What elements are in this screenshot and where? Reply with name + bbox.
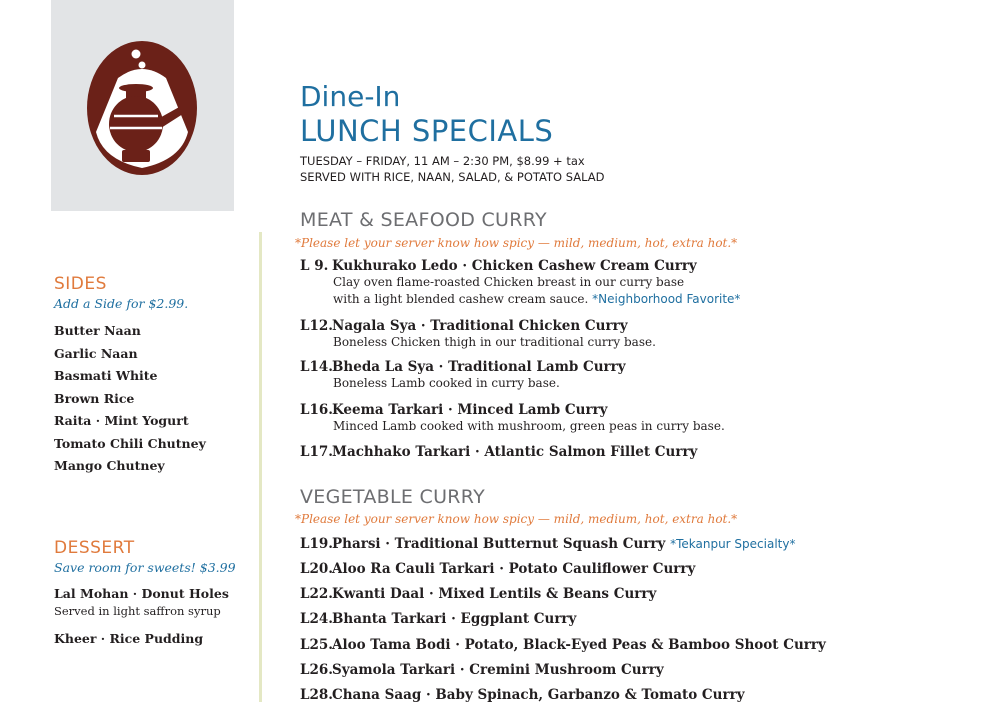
item-name: Machhako Tarkari · Atlantic Salmon Fillet Curry (332, 444, 698, 460)
item-note: *Tekanpur Specialty* (670, 537, 796, 551)
item-name: Kukhurako Ledo · Chicken Cashew Cream Curry (332, 258, 697, 274)
item-name: Aloo Ra Cauli Tarkari · Potato Cauliflower Curry (332, 561, 696, 577)
menu-item (300, 258, 740, 308)
item-code: L16. (300, 402, 333, 418)
item-name: Pharsi · Traditional Butternut Squash Curry (332, 536, 666, 552)
item-description: with a light blended cashew cream sauce. (333, 292, 589, 306)
dessert-section (54, 538, 254, 649)
item-name: Bheda La Sya · Traditional Lamb Curry (332, 359, 626, 375)
spicy-note: *Please let your server know how spicy — mild, medium, hot, extra hot.* (295, 236, 738, 250)
dessert-item: Kheer · Rice Pudding (54, 631, 204, 646)
item-description: Boneless Chicken thigh in our traditional curry base. (333, 335, 656, 349)
dessert-heading: DESSERT (54, 538, 135, 558)
item-name: Aloo Tama Bodi · Potato, Black-Eyed Peas & Bamboo Shoot Curry (332, 637, 826, 653)
item-code: L24. (300, 611, 333, 627)
page-title: Dine-In (300, 80, 401, 113)
item-code: L19. (300, 536, 333, 552)
menu-header (300, 80, 605, 185)
item-code: L 9. (300, 258, 329, 274)
menu-item (300, 359, 626, 392)
side-item: Butter Naan (54, 323, 141, 338)
menu-item (300, 662, 664, 678)
item-code: L28. (300, 687, 333, 703)
spicy-note: *Please let your server know how spicy — mild, medium, hot, extra hot.* (295, 512, 738, 526)
menu-item (300, 586, 656, 602)
menu-item (300, 637, 826, 653)
menu-item (300, 611, 576, 627)
item-name: Syamola Tarkari · Cremini Mushroom Curry (332, 662, 664, 678)
item-name: Keema Tarkari · Minced Lamb Curry (332, 402, 608, 418)
sides-section (54, 274, 254, 478)
side-item: Raita · Mint Yogurt (54, 413, 189, 428)
menu-item (300, 444, 697, 460)
vertical-divider (259, 232, 262, 702)
item-name: Bhanta Tarkari · Eggplant Curry (332, 611, 577, 627)
menu-item (300, 536, 795, 552)
side-item: Tomato Chili Chutney (54, 435, 206, 451)
menu-item (300, 561, 695, 577)
menu-item (300, 402, 725, 435)
clay-pot-logo-icon (86, 40, 198, 176)
item-name: Kwanti Daal · Mixed Lentils & Beans Curry (332, 586, 657, 602)
dessert-subheading: Save room for sweets! $3.99 (54, 560, 236, 575)
sides-heading: SIDES (54, 274, 107, 294)
item-code: L25. (300, 637, 333, 653)
veg-section-heading: VEGETABLE CURRY (300, 486, 485, 508)
dessert-item-note: Served in light saffron syrup (54, 604, 221, 618)
item-code: L17. (300, 444, 333, 460)
item-code: L14. (300, 359, 333, 375)
page-subtitle: LUNCH SPECIALS (300, 114, 554, 148)
item-note: *Neighborhood Favorite* (592, 292, 741, 306)
item-description: Clay oven flame-roasted Chicken breast in our curry base (333, 275, 685, 289)
hours-info: TUESDAY – FRIDAY, 11 AM – 2:30 PM, $8.99 + tax (300, 154, 585, 168)
sides-subheading: Add a Side for $2.99. (54, 296, 189, 311)
item-code: L26. (300, 662, 333, 678)
item-description: Minced Lamb cooked with mushroom, green peas in curry base. (333, 419, 725, 433)
item-name: Nagala Sya · Traditional Chicken Curry (332, 318, 628, 334)
side-item: Basmati White (54, 368, 158, 383)
side-item: Mango Chutney (54, 458, 165, 473)
side-item: Brown Rice (54, 390, 135, 406)
item-code: L22. (300, 586, 333, 602)
dessert-item: Lal Mohan · Donut Holes (54, 586, 229, 601)
menu-item (300, 318, 656, 351)
menu-item (300, 687, 745, 703)
item-name: Chana Saag · Baby Spinach, Garbanzo & Tomato Curry (332, 687, 745, 703)
item-code: L20. (300, 561, 333, 577)
item-code: L12. (300, 318, 333, 334)
served-with-info: SERVED WITH RICE, NAAN, SALAD, & POTATO SALAD (300, 170, 605, 184)
side-item: Garlic Naan (54, 345, 138, 361)
item-description: Boneless Lamb cooked in curry base. (333, 376, 560, 390)
logo-panel (51, 0, 234, 211)
meat-section-heading: MEAT & SEAFOOD CURRY (300, 209, 547, 231)
